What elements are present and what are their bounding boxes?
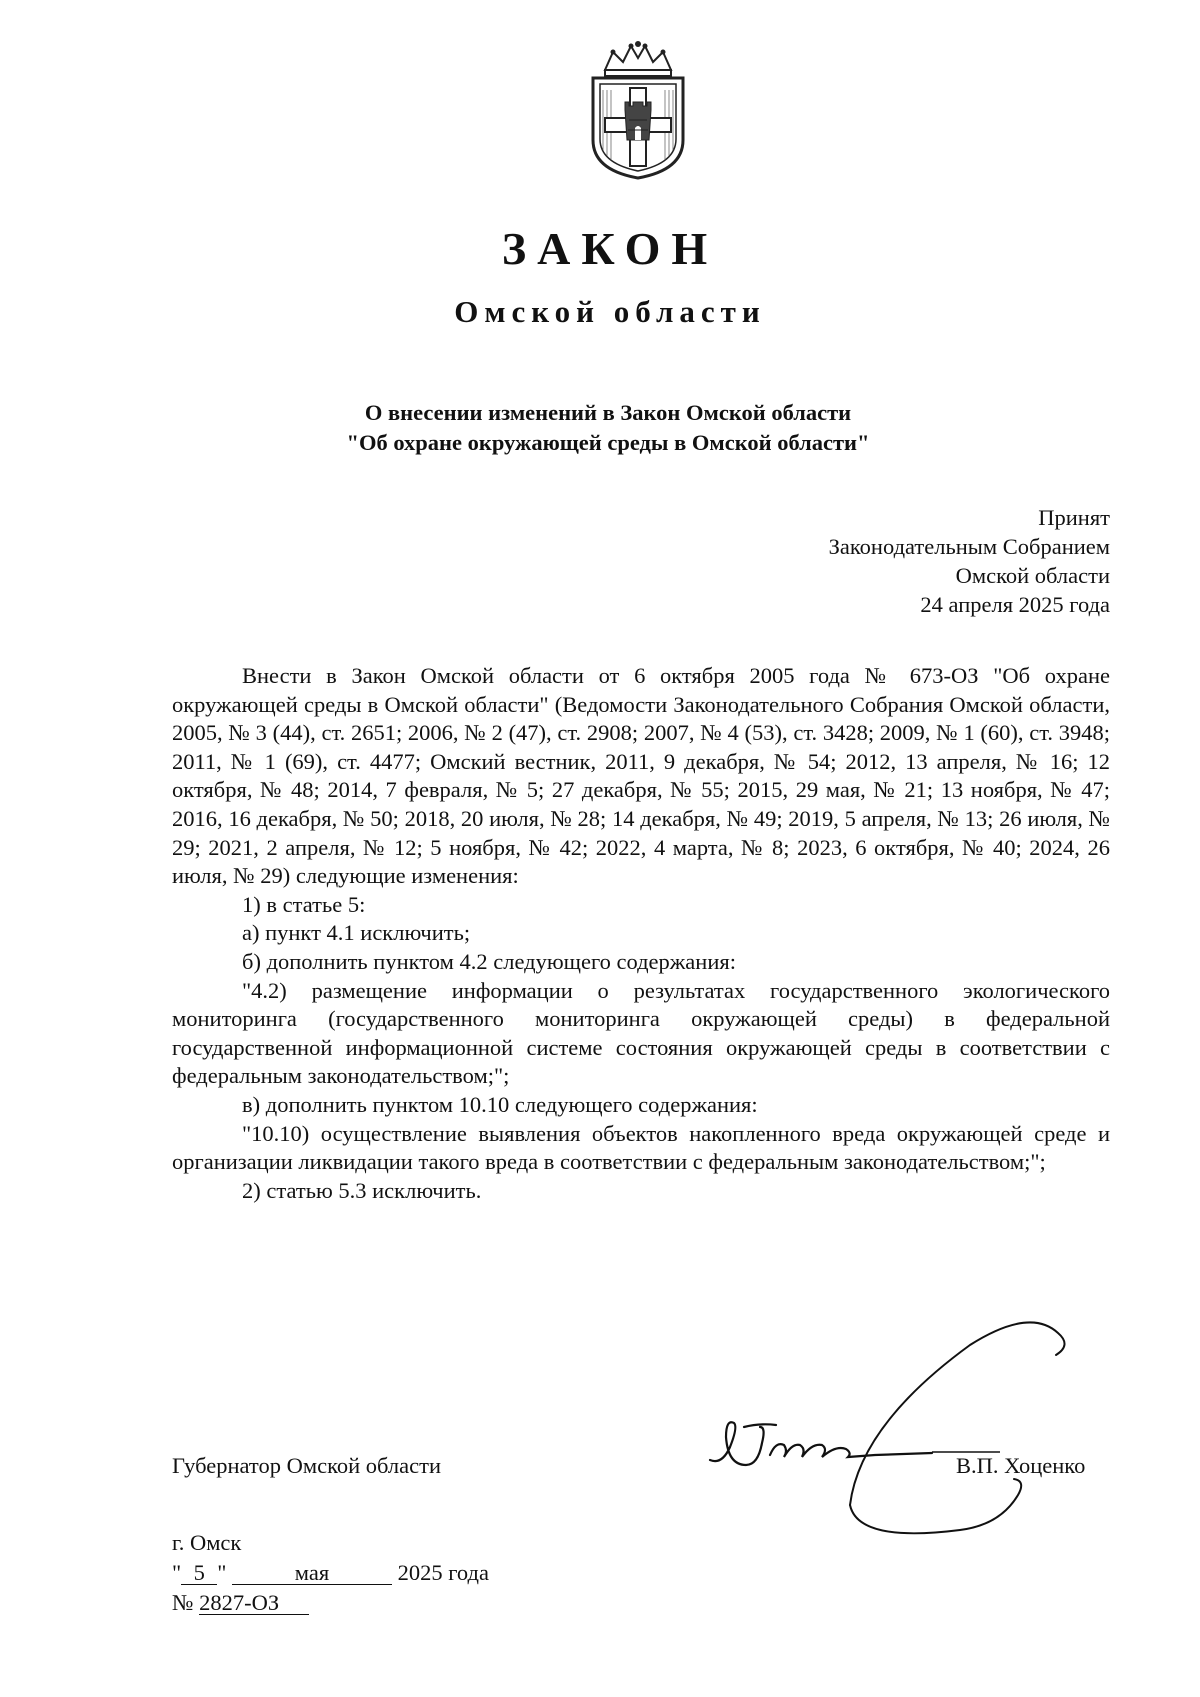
body-item-1c: в) дополнить пунктом 10.10 следующего содержания:	[242, 1091, 758, 1117]
body-quote-10-10: "10.10) осуществление выявления объектов накопленного вреда окружающей среде и организации ликвидации такого вреда в соответствии с федеральным законодательством;";	[172, 1120, 1110, 1175]
signing-year: 2025 года	[397, 1560, 489, 1585]
signing-date	[172, 1558, 489, 1588]
law-body	[172, 662, 1110, 1205]
date-open-quote: "	[172, 1560, 182, 1585]
document-region-heading: Омской области	[454, 294, 766, 329]
body-item-1a: а) пункт 4.1 исключить;	[242, 920, 471, 946]
coat-of-arms-emblem	[583, 40, 693, 180]
body-intro-paragraph: Внести в Закон Омской области от 6 октября 2005 года № 673-ОЗ "Об охране окружающей среды в Омской области" (Ведомости Законодательного Собрания Омской области, 2005, № 3 (44), ст. 2651; 2006, № 2 (47), ст. 2908; 2007, № 4 (53), ст. 3428; 2009, № 1 (60), ст. 3948; 2011, № 1 (69), ст. 4477; Омский вестник, 2011, 9 декабря, № 54; 2012, 13 апреля, № 16; 12 октября, № 48; 2014, 7 февраля, № 5; 27 декабря, № 55; 2015, 29 мая, № 21; 13 ноября, № 47; 2016, 16 декабря, № 50; 2018, 20 июля, № 28; 14 декабря, № 49; 2019, 5 апреля, № 13; 26 июля, № 29; 2021, 2 апреля, № 12; 5 ноября, № 42; 2022, 4 марта, № 8; 2023, 6 октября, № 40; 2024, 26 июля, № 29) следующие изменения:	[172, 663, 1110, 889]
body-item-1b: б) дополнить пунктом 4.2 следующего содержания:	[242, 948, 736, 974]
signing-month: мая	[232, 1562, 392, 1585]
adoption-date: 24 апреля 2025 года	[920, 592, 1110, 617]
law-title-line-1: О внесении изменений в Закон Омской области	[364, 400, 852, 425]
signer-title: Губернатор Омской области	[172, 1453, 441, 1478]
adoption-line-1: Принят	[1038, 505, 1110, 530]
signer-name: В.П. Хоценко	[956, 1453, 1086, 1478]
signing-day: 5	[181, 1562, 217, 1585]
adoption-line-2: Законодательным Собранием	[828, 534, 1110, 559]
body-item-1: 1) в статье 5:	[242, 891, 366, 917]
adoption-block	[829, 503, 1110, 619]
place-date-number-block	[172, 1528, 489, 1618]
law-title-line-2: "Об охране окружающей среды в Омской области"	[346, 430, 870, 455]
law-number	[172, 1588, 489, 1618]
adoption-line-3: Омской области	[955, 563, 1110, 588]
law-number-prefix: №	[172, 1590, 194, 1615]
city: г. Омск	[172, 1530, 242, 1555]
body-quote-4-2: "4.2) размещение информации о результатах государственного экологического мониторинга (государственного мониторинга окружающей среды) в федеральной государственной информационной системе состояния окружающей среды в соответствии с федеральным законодательством;";	[172, 977, 1110, 1089]
law-title	[0, 398, 1200, 458]
law-number-value: 2827-ОЗ	[199, 1592, 309, 1615]
handwritten-signature	[700, 1315, 1160, 1545]
document-type-heading: ЗАКОН	[501, 223, 719, 274]
body-item-2: 2) статью 5.3 исключить.	[242, 1177, 482, 1203]
date-close-quote: "	[217, 1560, 227, 1585]
